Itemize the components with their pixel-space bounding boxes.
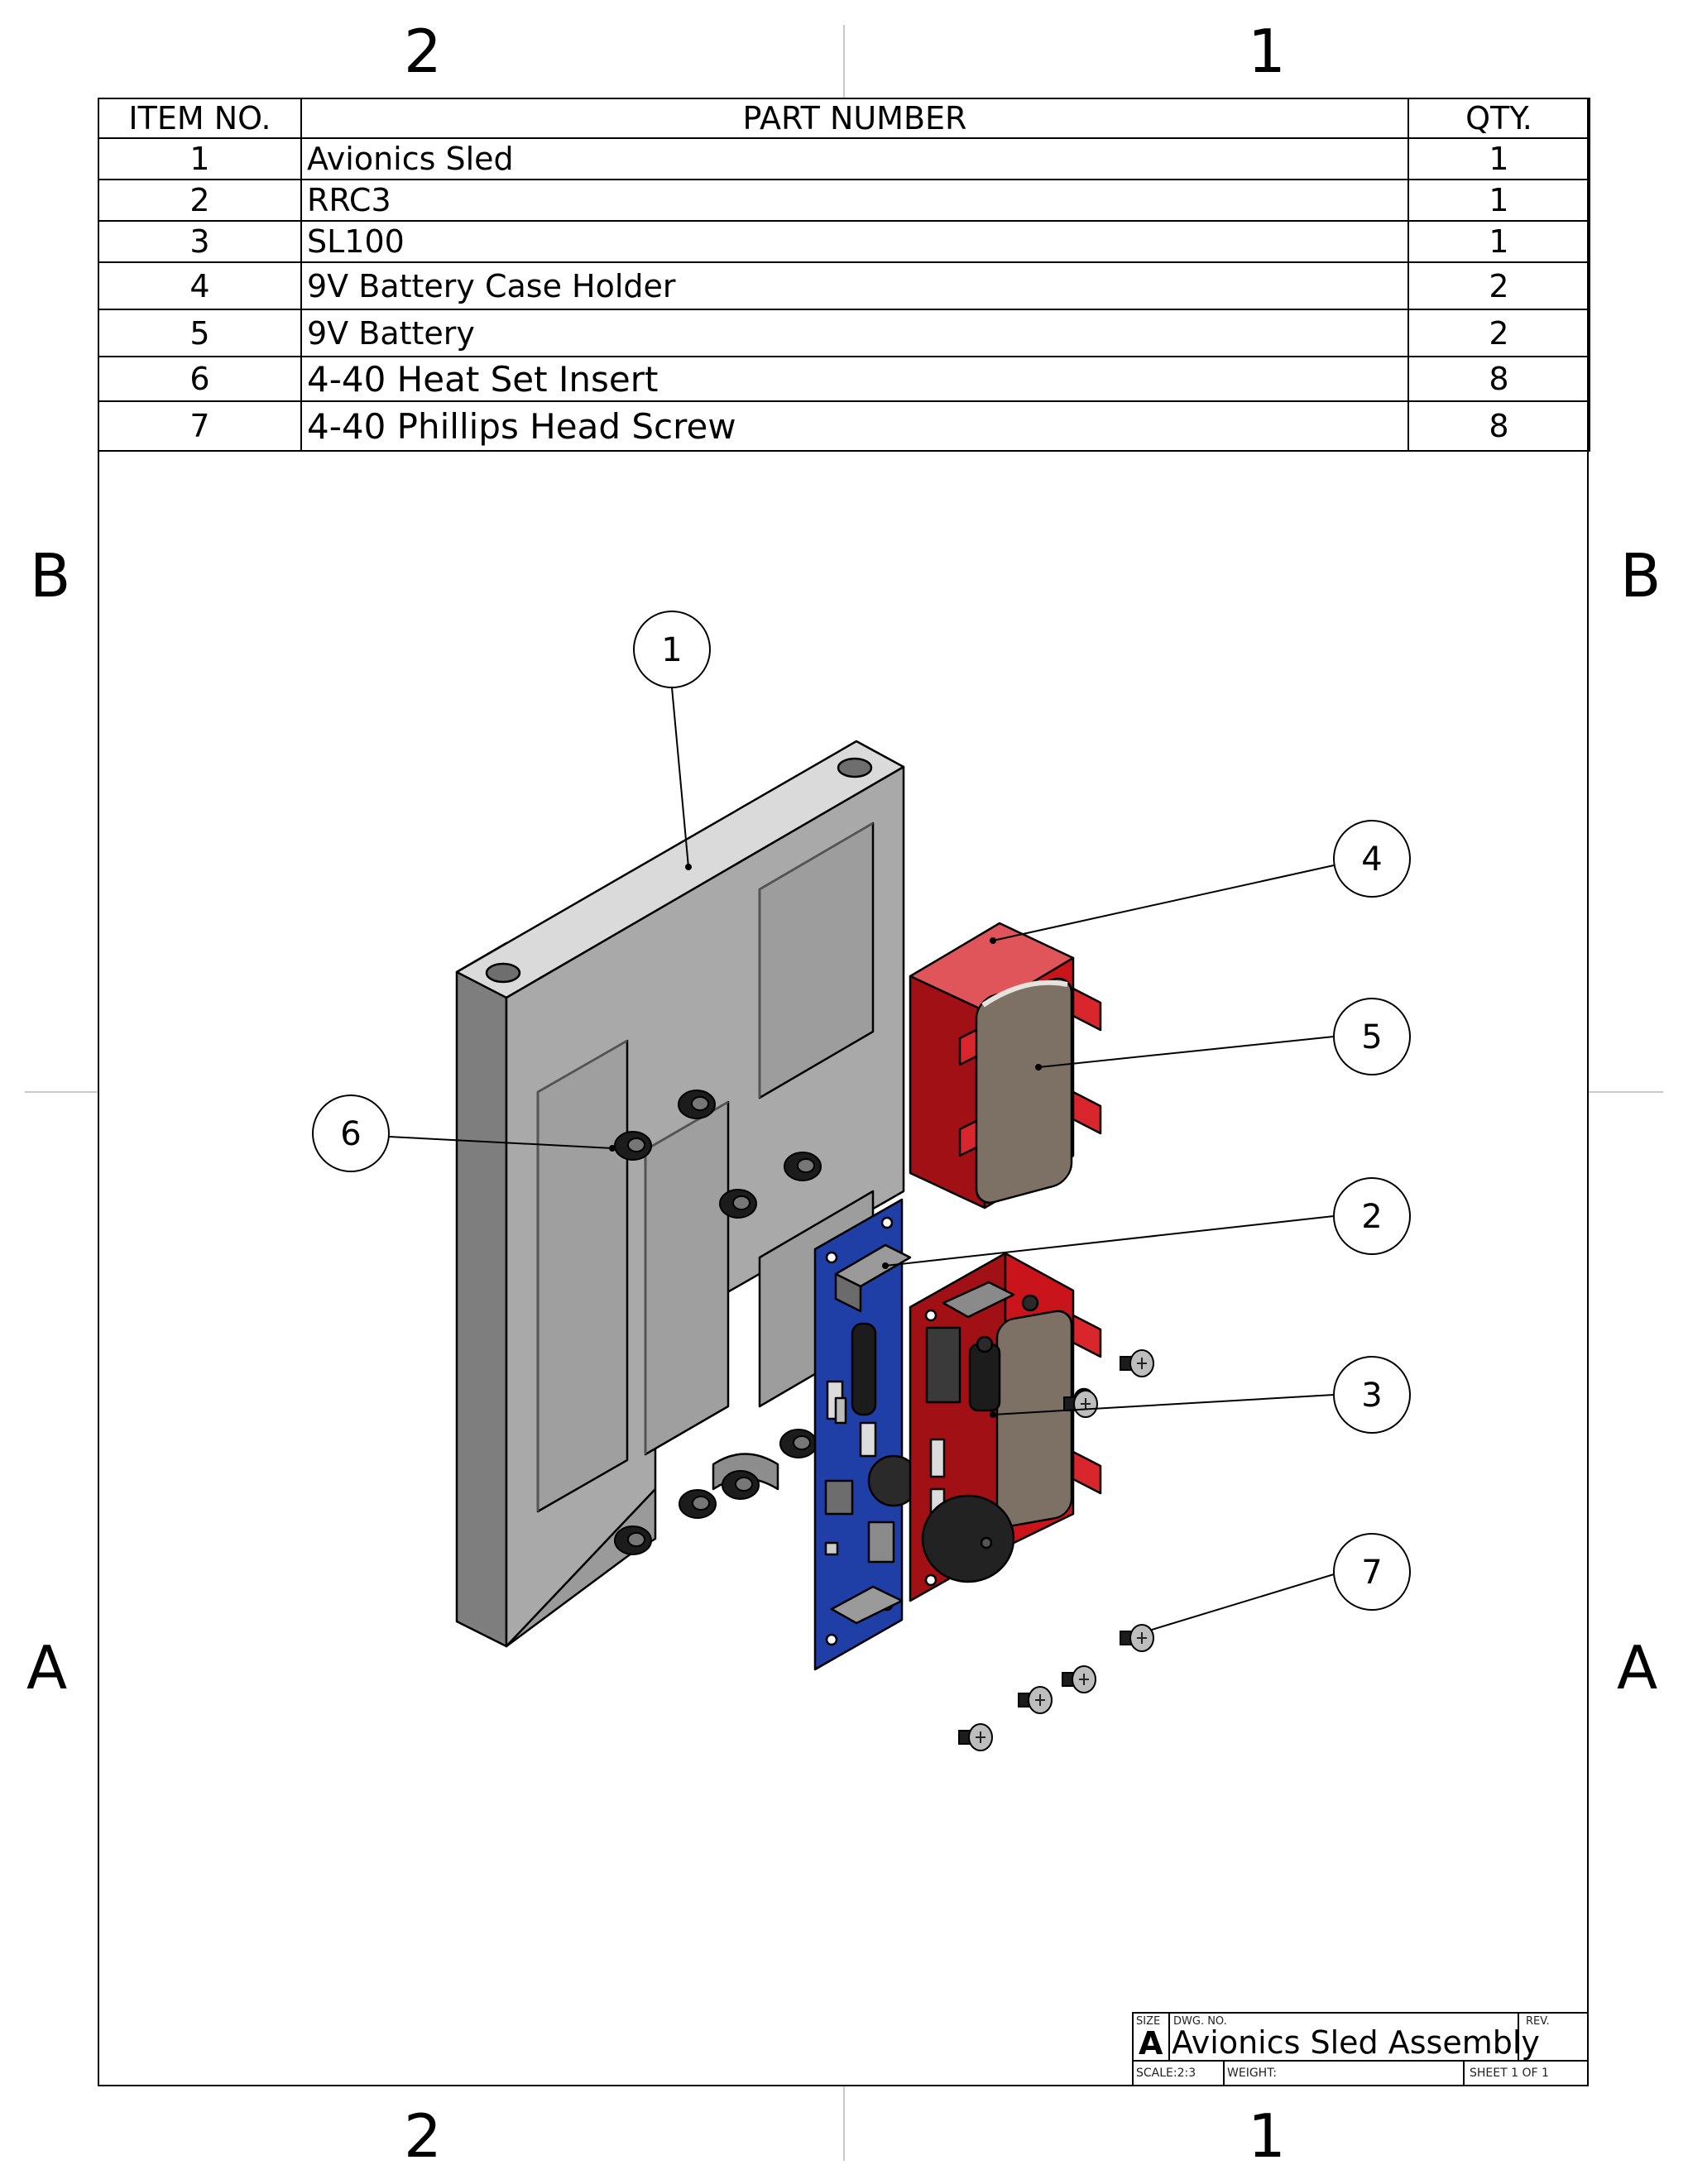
zone-label-left-B: B: [30, 541, 71, 611]
balloon-label: 7: [1361, 1554, 1383, 1592]
balloon-label: 2: [1361, 1198, 1383, 1236]
zone-label-right-B: B: [1620, 541, 1662, 611]
balloon-item-7: [1334, 1534, 1410, 1610]
bom-item-number: 5: [98, 309, 301, 357]
bom-header-qty: QTY.: [1408, 98, 1590, 138]
rrc3-circuit-board: [815, 1200, 918, 1669]
balloon-item-5: [1334, 999, 1410, 1075]
bom-part-number: SL100: [301, 221, 1408, 262]
bom-quantity: 1: [1408, 138, 1590, 180]
scale-value: SCALE:2:3: [1136, 2067, 1196, 2080]
balloon-item-6: [313, 1095, 389, 1171]
zone-label-top-2: 2: [404, 17, 442, 86]
balloon-label: 1: [661, 631, 683, 669]
bom-item-number: 4: [98, 262, 301, 309]
balloon-label: 5: [1361, 1018, 1383, 1056]
bom-part-number: 9V Battery: [301, 309, 1408, 357]
zone-label-left-A: A: [26, 1633, 68, 1703]
sl100-battery-holder-lower: [910, 1253, 1101, 1601]
balloon-item-2: [1334, 1178, 1410, 1254]
balloon-item-3: [1334, 1357, 1410, 1433]
balloon-label: 3: [1361, 1377, 1383, 1415]
bom-part-number: 4-40 Phillips Head Screw: [301, 401, 1408, 451]
bom-quantity: 2: [1408, 262, 1590, 309]
bom-header-part: PART NUMBER: [301, 98, 1408, 138]
zone-label-bottom-2: 2: [404, 2101, 442, 2171]
zone-label-bottom-1: 1: [1248, 2101, 1286, 2171]
zone-label-right-A: A: [1617, 1633, 1658, 1703]
bom-part-number: Avionics Sled: [301, 138, 1408, 180]
size-label: SIZE: [1136, 2015, 1161, 2028]
bom-quantity: 2: [1408, 309, 1590, 357]
drawing-title: Avionics Sled Assembly: [1172, 2024, 1540, 2061]
zone-label-top-1: 1: [1248, 17, 1286, 86]
bom-quantity: 1: [1408, 180, 1590, 221]
bom-part-number: RRC3: [301, 180, 1408, 221]
balloon-label: 6: [340, 1115, 362, 1153]
bom-quantity: 8: [1408, 401, 1590, 451]
dwg-no-label: DWG. NO.: [1173, 2015, 1227, 2028]
bom-item-number: 7: [98, 401, 301, 451]
balloon-label: 4: [1361, 841, 1383, 879]
nine-volt-battery-upper: [976, 975, 1072, 1207]
bom-item-number: 1: [98, 138, 301, 180]
rev-label: REV.: [1526, 2015, 1550, 2028]
bom-quantity: 8: [1408, 357, 1590, 401]
bom-item-number: 6: [98, 357, 301, 401]
bom-part-number: 9V Battery Case Holder: [301, 262, 1408, 309]
bom-item-number: 3: [98, 221, 301, 262]
bom-item-number: 2: [98, 180, 301, 221]
bom-part-number: 4-40 Heat Set Insert: [301, 357, 1408, 401]
title-block: [1132, 2012, 1589, 2086]
balloon-item-1: [634, 611, 710, 687]
balloon-item-4: [1334, 821, 1410, 897]
weight-label: WEIGHT:: [1227, 2067, 1277, 2080]
size-value: A: [1139, 2025, 1163, 2062]
bom-header-item: ITEM NO.: [98, 98, 301, 138]
bom-quantity: 1: [1408, 221, 1590, 262]
sheet-number: SHEET 1 OF 1: [1470, 2067, 1549, 2080]
